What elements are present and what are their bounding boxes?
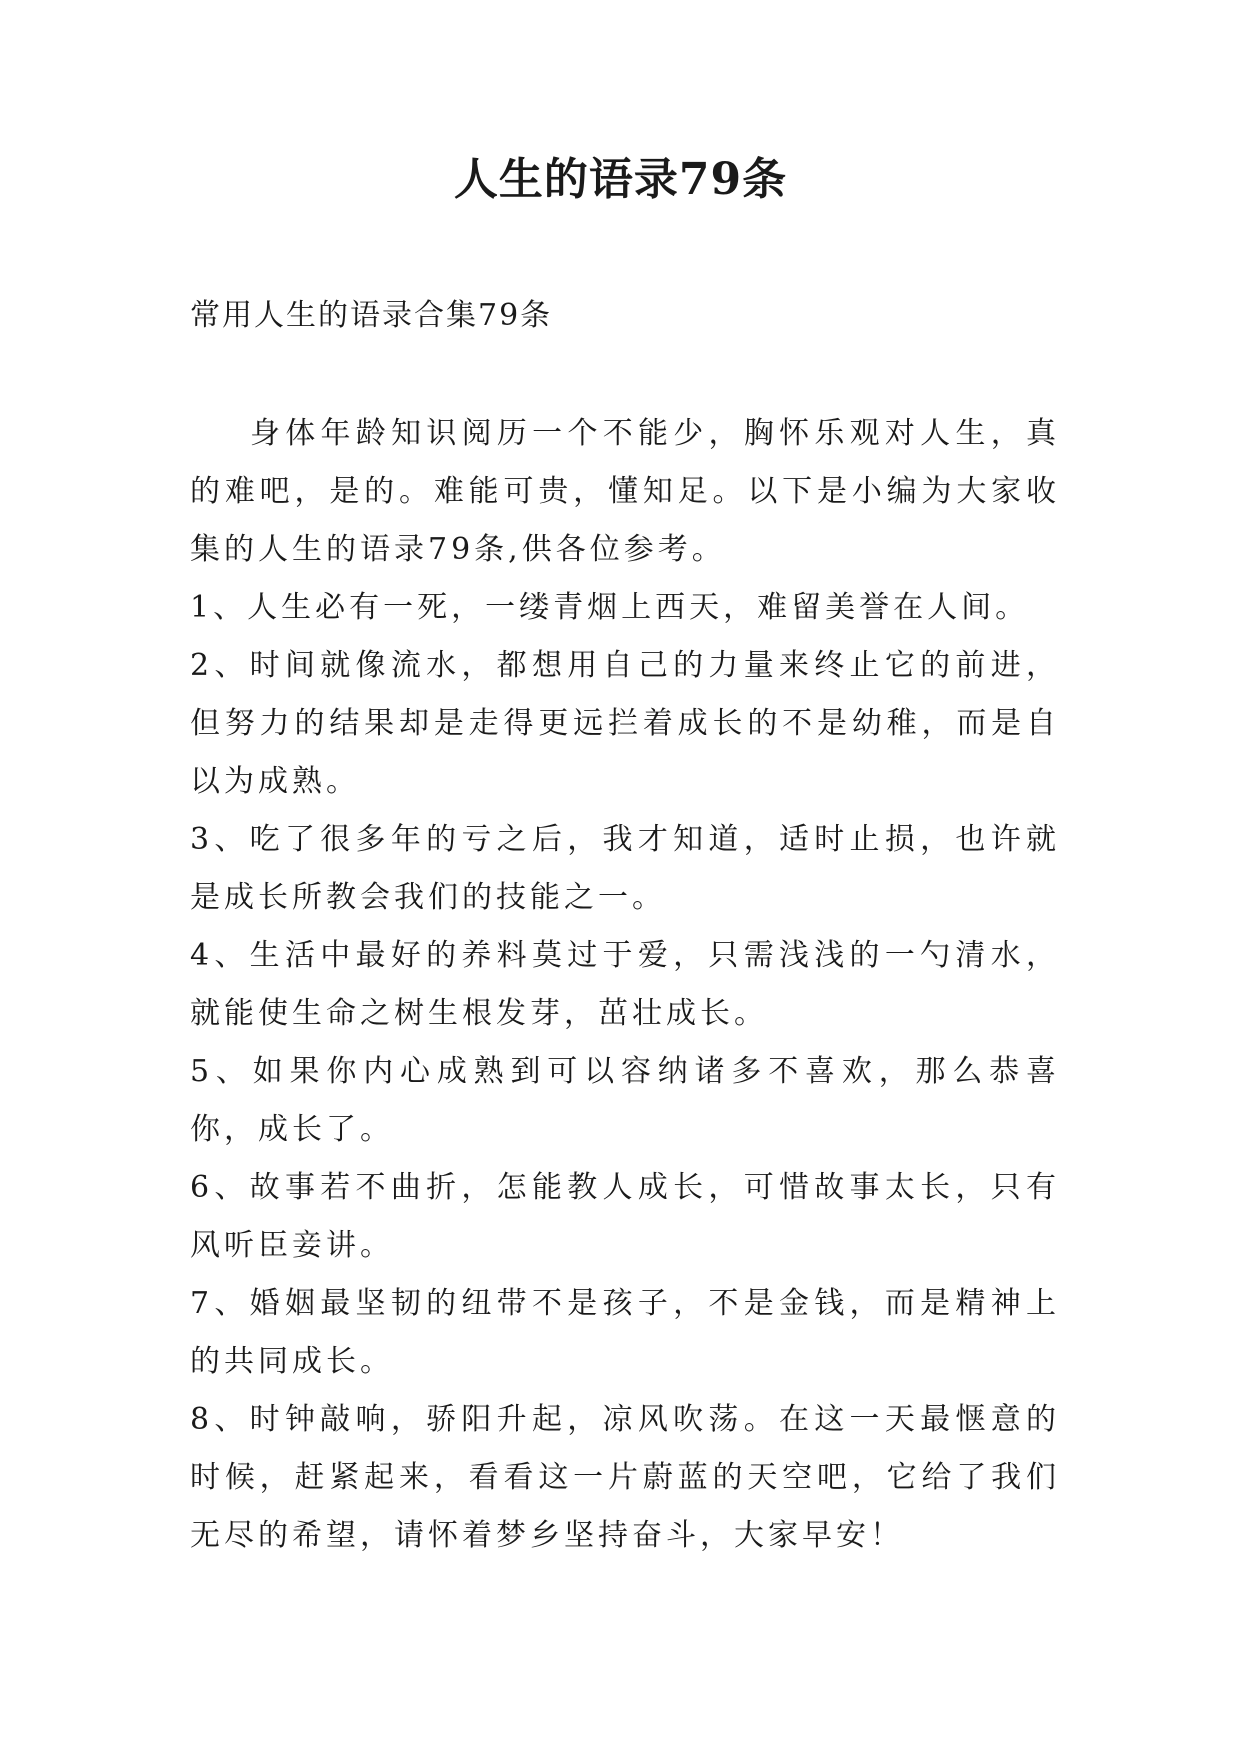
page-subtitle: 常用人生的语录合集79条 [190, 298, 553, 333]
quote-item: 2、时间就像流水，都想用自己的力量来终止它的前进，但努力的结果却是走得更远拦着成长的不是幼稚，而是自以为成熟。 [190, 648, 1060, 799]
quote-item: 3、吃了很多年的亏之后，我才知道，适时止损，也许就是成长所教会我们的技能之一。 [190, 822, 1060, 915]
quote-item: 5、如果你内心成熟到可以容纳诸多不喜欢，那么恭喜你，成长了。 [190, 1054, 1060, 1147]
quote-item: 8、时钟敲响，骄阳升起，凉风吹荡。在这一天最惬意的时候，赶紧起来，看看这一片蔚蓝的天空吧，它给了我们无尽的希望，请怀着梦乡坚持奋斗，大家早安！ [190, 1402, 1060, 1553]
quote-item: 7、婚姻最坚韧的纽带不是孩子，不是金钱，而是精神上的共同成长。 [190, 1286, 1060, 1379]
quote-item: 6、故事若不曲折，怎能教人成长，可惜故事太长，只有风听臣妾讲。 [190, 1170, 1060, 1263]
page-title: 人生的语录79条 [453, 154, 788, 205]
quote-item: 4、生活中最好的养料莫过于爱，只需浅浅的一勺清水，就能使生命之树生根发芽，茁壮成长。 [190, 938, 1060, 1031]
intro-paragraph: 身体年龄知识阅历一个不能少，胸怀乐观对人生，真的难吧，是的。难能可贵，懂知足。以下是小编为大家收集的人生的语录79条,供各位参考。 [190, 416, 1060, 567]
quote-item: 1、人生必有一死，一缕青烟上西天，难留美誉在人间。 [190, 590, 1030, 625]
document-body [190, 405, 1060, 1565]
